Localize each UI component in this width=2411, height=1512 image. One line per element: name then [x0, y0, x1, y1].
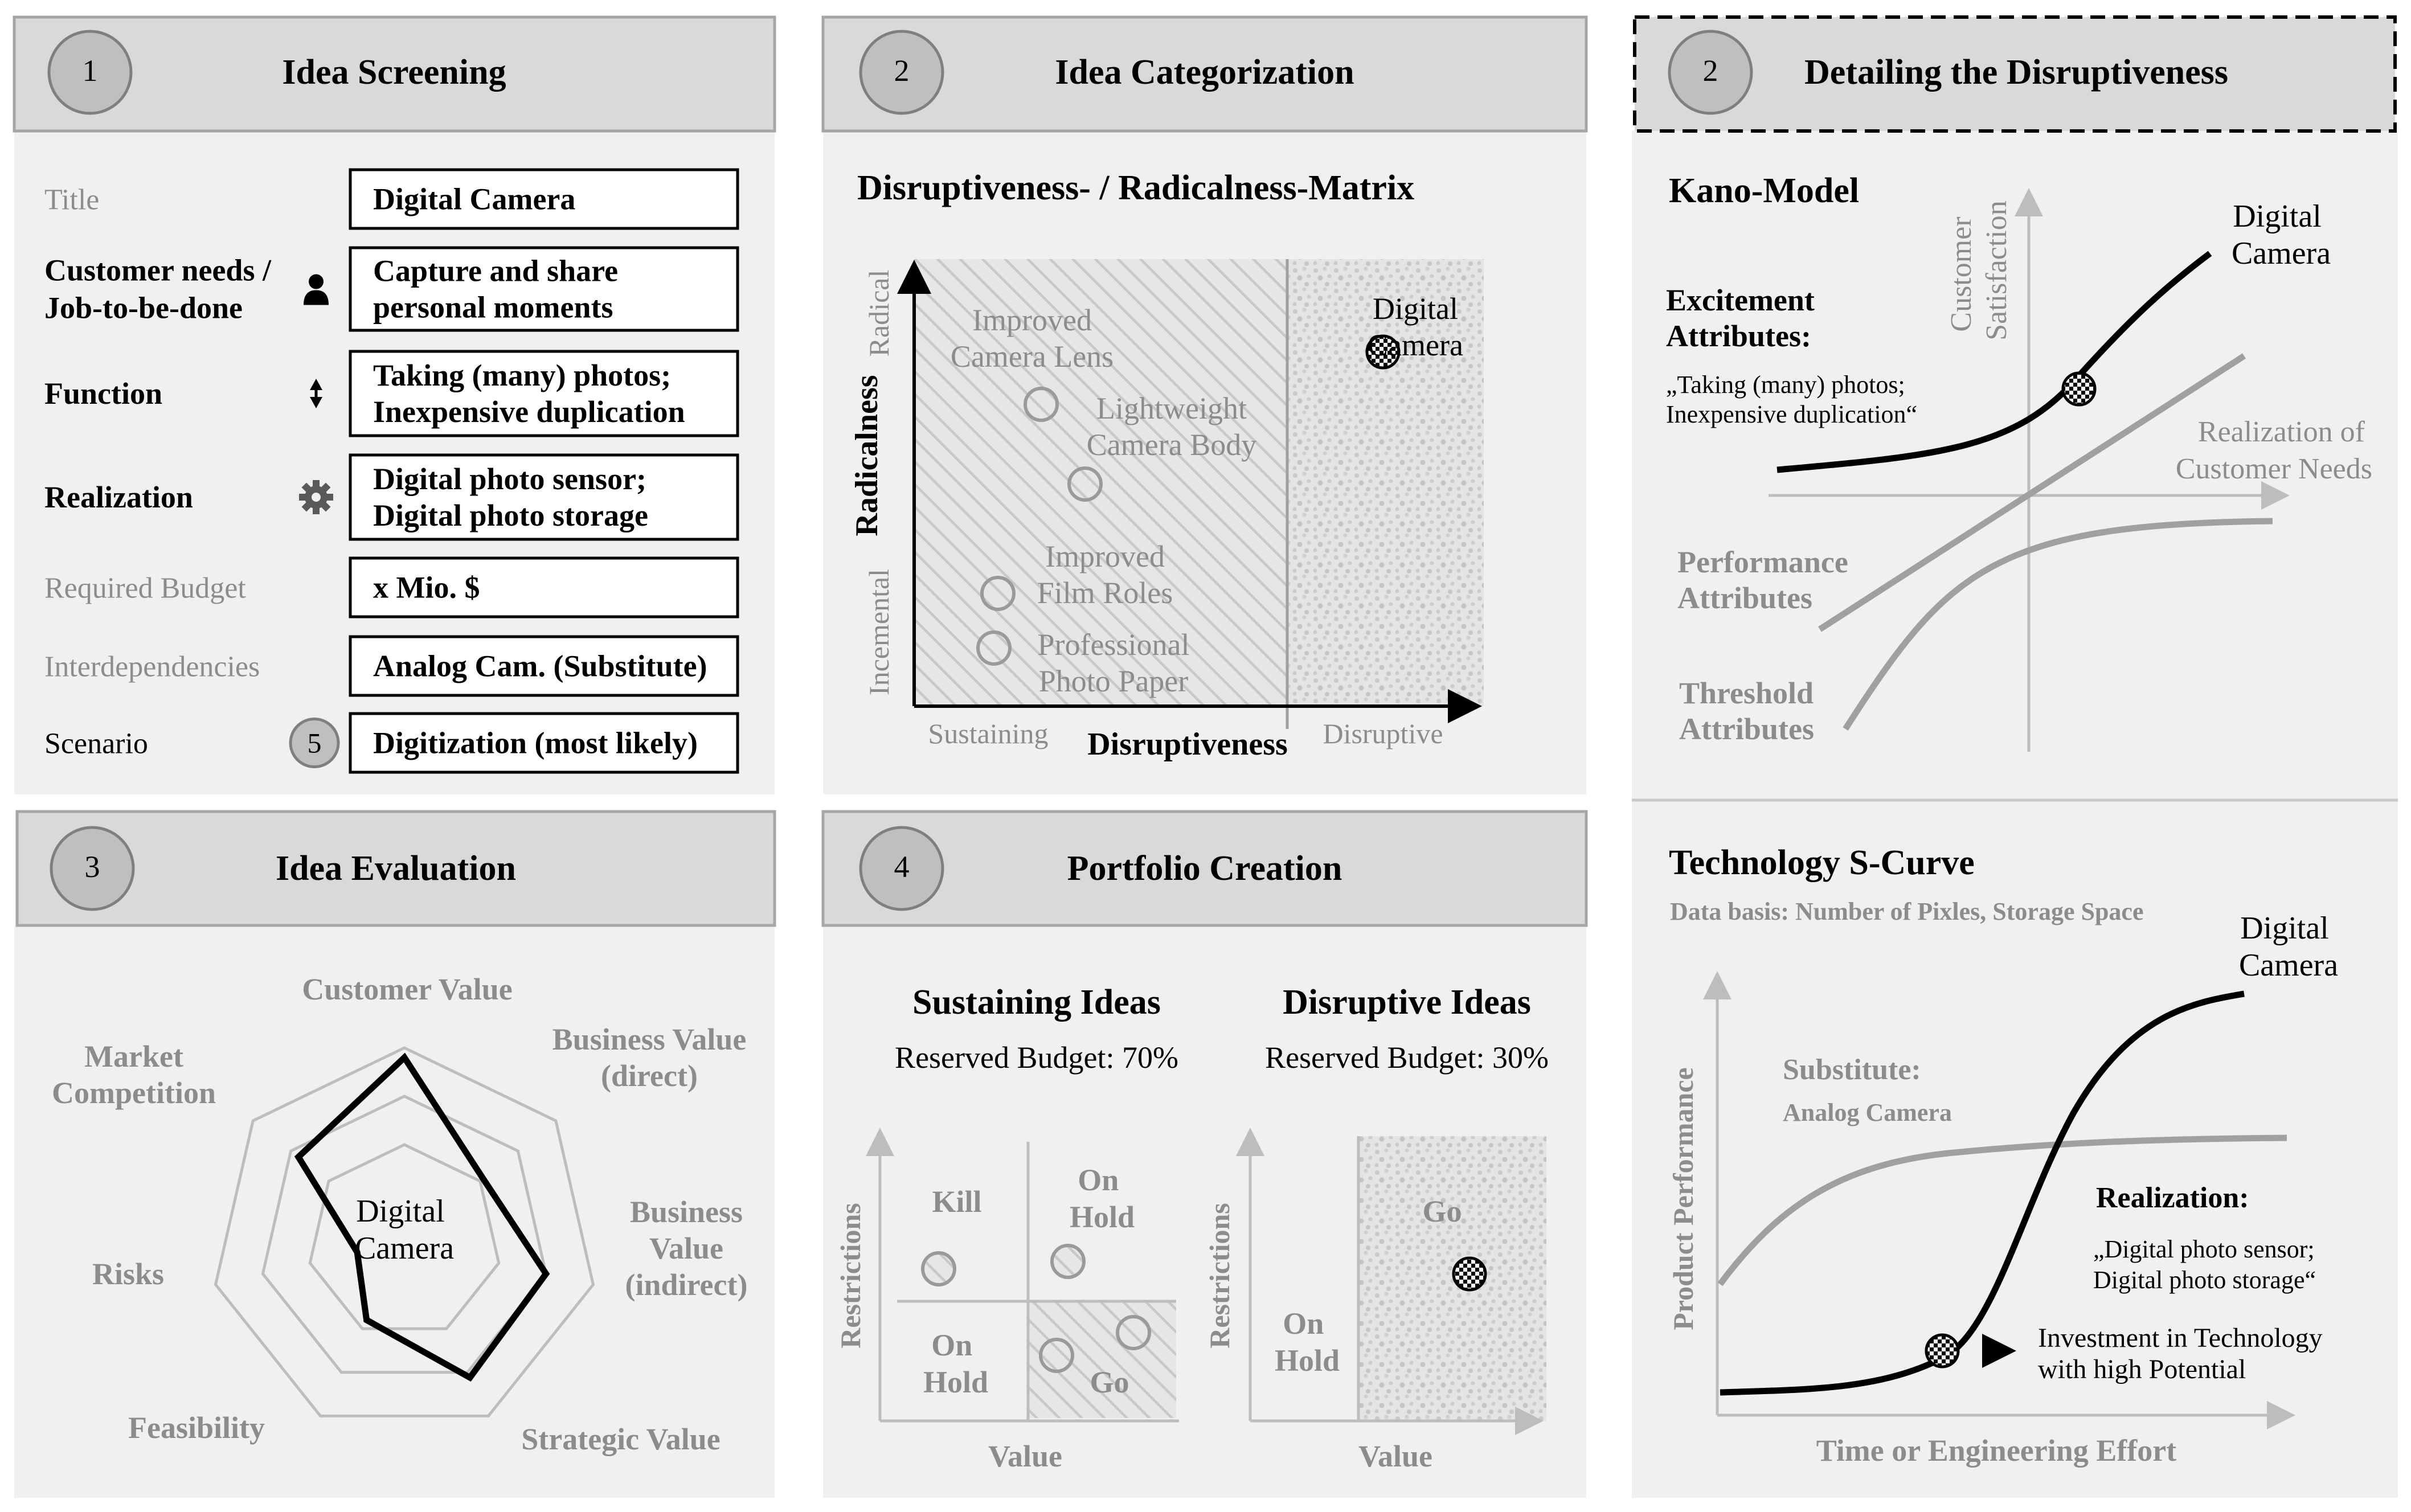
row-label-line: Customer needs / — [44, 253, 271, 288]
row-value-line: Digital photo sensor; — [373, 462, 647, 496]
radar-axis-label-line: Business Value — [552, 1022, 747, 1056]
kill-label: Kill — [932, 1185, 982, 1219]
matrix-idea — [1367, 292, 1463, 368]
disruptive-x-label: Value — [1358, 1439, 1433, 1473]
x-high-label: Disruptive — [1323, 718, 1443, 749]
excitement-line: Attributes: — [1666, 319, 1811, 353]
idea-marker-digital-camera — [1454, 1258, 1485, 1290]
realization-quote-line: Digital photo storage“ — [2093, 1266, 2316, 1294]
matrix-title: Disruptiveness- / Radicalness-Matrix — [857, 169, 1415, 207]
row-value — [373, 649, 707, 683]
row-label — [44, 480, 193, 514]
badge-number: 5 — [307, 727, 322, 759]
idea-label-line: Lightweight — [1096, 391, 1247, 425]
radar-axis-label — [521, 1422, 720, 1456]
row-label — [44, 651, 260, 683]
sustaining-title: Sustaining Ideas — [912, 983, 1161, 1022]
disruptive-go-label: Go — [1422, 1194, 1462, 1228]
scurve-y-label: Product Performance — [1667, 1067, 1699, 1330]
step-number: 2 — [894, 54, 910, 88]
row-label-line: Function — [44, 376, 163, 411]
kano-x-axis-line: Customer Needs — [2175, 453, 2372, 485]
substitute-title: Substitute: — [1783, 1054, 1921, 1086]
kano-title: Kano-Model — [1669, 171, 1860, 210]
disruptive-y-label: Restrictions — [1204, 1203, 1235, 1349]
row-value-line: Analog Cam. (Substitute) — [373, 649, 707, 683]
row-label-line: Required Budget — [44, 572, 246, 605]
step-number: 4 — [894, 850, 910, 884]
idea-marker-go — [1118, 1317, 1149, 1349]
idea-label-line: Improved — [1045, 539, 1165, 573]
disruptive-title: Disruptive Ideas — [1283, 983, 1531, 1022]
radar-axis-label-line: (indirect) — [625, 1268, 748, 1302]
radar-axis-label-line: Feasibility — [128, 1411, 265, 1445]
kano-y-axis-line: Satisfaction — [1980, 200, 2013, 341]
radar-axis-label-line: Strategic Value — [521, 1422, 721, 1456]
idea-label-line: Camera Lens — [950, 339, 1114, 374]
realization-quote-line: „Digital photo sensor; — [2093, 1235, 2315, 1263]
scurve-marker-line: Digital — [2240, 911, 2329, 946]
step-number: 2 — [1702, 54, 1718, 88]
radar-axis-label-line: Value — [649, 1231, 724, 1265]
row-label-line: Job-to-be-done — [44, 290, 243, 325]
idea-label-line: Professional — [1037, 628, 1190, 662]
portfolio-creation-panel — [823, 812, 1586, 1498]
panel-title: Idea Categorization — [1055, 53, 1354, 92]
scurve-x-label: Time or Engineering Effort — [1816, 1433, 2177, 1468]
idea-label-line: Photo Paper — [1038, 664, 1189, 698]
radar-center-line: Digital — [356, 1194, 445, 1229]
substitute-name: Analog Camera — [1783, 1099, 1952, 1126]
on-hold-line: On — [931, 1328, 973, 1362]
investment-line: with high Potential — [2038, 1354, 2246, 1384]
row-label — [44, 572, 246, 605]
detailing-disruptiveness-panel — [1632, 17, 2398, 1498]
x-axis-label: Disruptiveness — [1087, 727, 1288, 762]
radar-axis-label-line: Competition — [52, 1076, 216, 1110]
kano-marker-line: Digital — [2233, 199, 2322, 234]
row-value-line: Digitization (most likely) — [373, 726, 698, 760]
radar-axis-label-line: Market — [84, 1039, 183, 1073]
disruptive-dotted-area — [1287, 259, 1484, 706]
row-value — [373, 726, 698, 760]
row-value-line: Digital photo storage — [373, 498, 648, 532]
on-hold-line: Hold — [923, 1365, 989, 1399]
row-value-line: Inexpensive duplication — [373, 395, 685, 429]
kano-marker-line: Camera — [2231, 236, 2331, 271]
scurve-subtitle: Data basis: Number of Pixles, Storage Space — [1670, 898, 2144, 925]
row-label-line: Scenario — [44, 727, 148, 760]
x-low-label: Sustaining — [928, 718, 1049, 749]
performance-line: Attributes — [1677, 581, 1812, 615]
row-value-line: Digital Camera — [373, 182, 576, 216]
excitement-quote-line: Inexpensive duplication“ — [1666, 400, 1918, 428]
gear-icon — [299, 480, 333, 514]
row-label — [44, 184, 99, 216]
row-label-line: Interdependencies — [44, 650, 260, 683]
idea-screening-panel — [14, 17, 775, 794]
radar-center-line: Camera — [354, 1231, 455, 1266]
panel-title: Idea Evaluation — [275, 849, 517, 888]
radar-axis-label — [128, 1411, 265, 1445]
idea-marker-go — [1041, 1339, 1073, 1371]
row-value — [373, 571, 480, 605]
on-hold-line: On — [1078, 1163, 1119, 1197]
idea-marker — [1025, 388, 1057, 420]
on-hold-line: On — [1283, 1306, 1324, 1341]
sustaining-go-label: Go — [1090, 1365, 1129, 1399]
y-high-label: Radical — [863, 269, 895, 357]
idea-label-line: Film Roles — [1037, 576, 1173, 610]
radar-axis-label-line: Customer Value — [302, 972, 513, 1006]
disruptive-go-area — [1358, 1136, 1546, 1421]
row-value — [373, 182, 575, 216]
radar-axis-label — [92, 1257, 164, 1291]
threshold-line: Threshold — [1679, 676, 1814, 710]
step-number: 3 — [84, 850, 100, 884]
disruptive-budget: Reserved Budget: 30% — [1265, 1040, 1549, 1075]
sustaining-y-label: Restrictions — [834, 1203, 866, 1349]
step-5-badge — [290, 719, 338, 767]
scurve-title: Technology S-Curve — [1669, 843, 1975, 882]
idea-label-line: Improved — [972, 303, 1092, 337]
idea-label-line: Camera Body — [1086, 428, 1257, 462]
idea-marker-kill — [923, 1253, 955, 1285]
excitement-quote-line: „Taking (many) photos; — [1666, 371, 1905, 399]
kano-digital-camera-marker — [2063, 373, 2095, 405]
radar-axis-label — [302, 972, 513, 1006]
sustaining-budget: Reserved Budget: 70% — [895, 1040, 1178, 1075]
idea-marker — [978, 632, 1010, 664]
realization-title: Realization: — [2096, 1182, 2249, 1214]
idea-evaluation-panel — [14, 812, 775, 1498]
row-label — [44, 376, 162, 411]
kano-y-axis-line: Customer — [1945, 216, 1978, 332]
scurve-digital-camera-marker — [1926, 1335, 1958, 1367]
panel-title: Portfolio Creation — [1067, 849, 1342, 888]
idea-label-line: Digital — [1373, 292, 1458, 326]
idea-marker — [982, 577, 1014, 609]
threshold-line: Attributes — [1679, 712, 1814, 746]
idea-marker-on-hold — [1052, 1245, 1084, 1277]
row-label-line: Realization — [44, 480, 193, 514]
radar-axis-label-line: Risks — [92, 1257, 165, 1291]
idea-label-line: Camera — [1368, 328, 1463, 362]
row-value-line: Capture and share — [373, 253, 619, 288]
step-number: 1 — [82, 54, 98, 88]
y-axis-label: Radicalness — [849, 375, 885, 536]
row-value-line: Taking (many) photos; — [373, 358, 672, 392]
radar-axis-label-line: Business — [629, 1195, 743, 1229]
kano-x-axis-line: Realization of — [2197, 416, 2365, 448]
row-label — [44, 728, 148, 760]
on-hold-line: Hold — [1274, 1343, 1340, 1378]
radar-axis-label-line: (direct) — [601, 1059, 698, 1093]
sustaining-x-label: Value — [988, 1439, 1063, 1473]
scurve-marker-line: Camera — [2238, 948, 2339, 983]
row-value-line: x Mio. $ — [373, 570, 480, 605]
panel-title: Detailing the Disruptiveness — [1804, 53, 2228, 92]
idea-marker — [1069, 468, 1101, 500]
panel-title: Idea Screening — [282, 53, 506, 92]
row-label-line: Title — [44, 183, 100, 216]
performance-line: Performance — [1677, 545, 1848, 579]
idea-categorization-panel — [823, 17, 1586, 794]
row-value-line: personal moments — [373, 290, 613, 325]
y-low-label: Incemental — [863, 568, 895, 696]
investment-line: Investment in Technology — [2038, 1323, 2323, 1353]
excitement-line: Excitement — [1666, 283, 1815, 317]
on-hold-line: Hold — [1069, 1200, 1135, 1234]
